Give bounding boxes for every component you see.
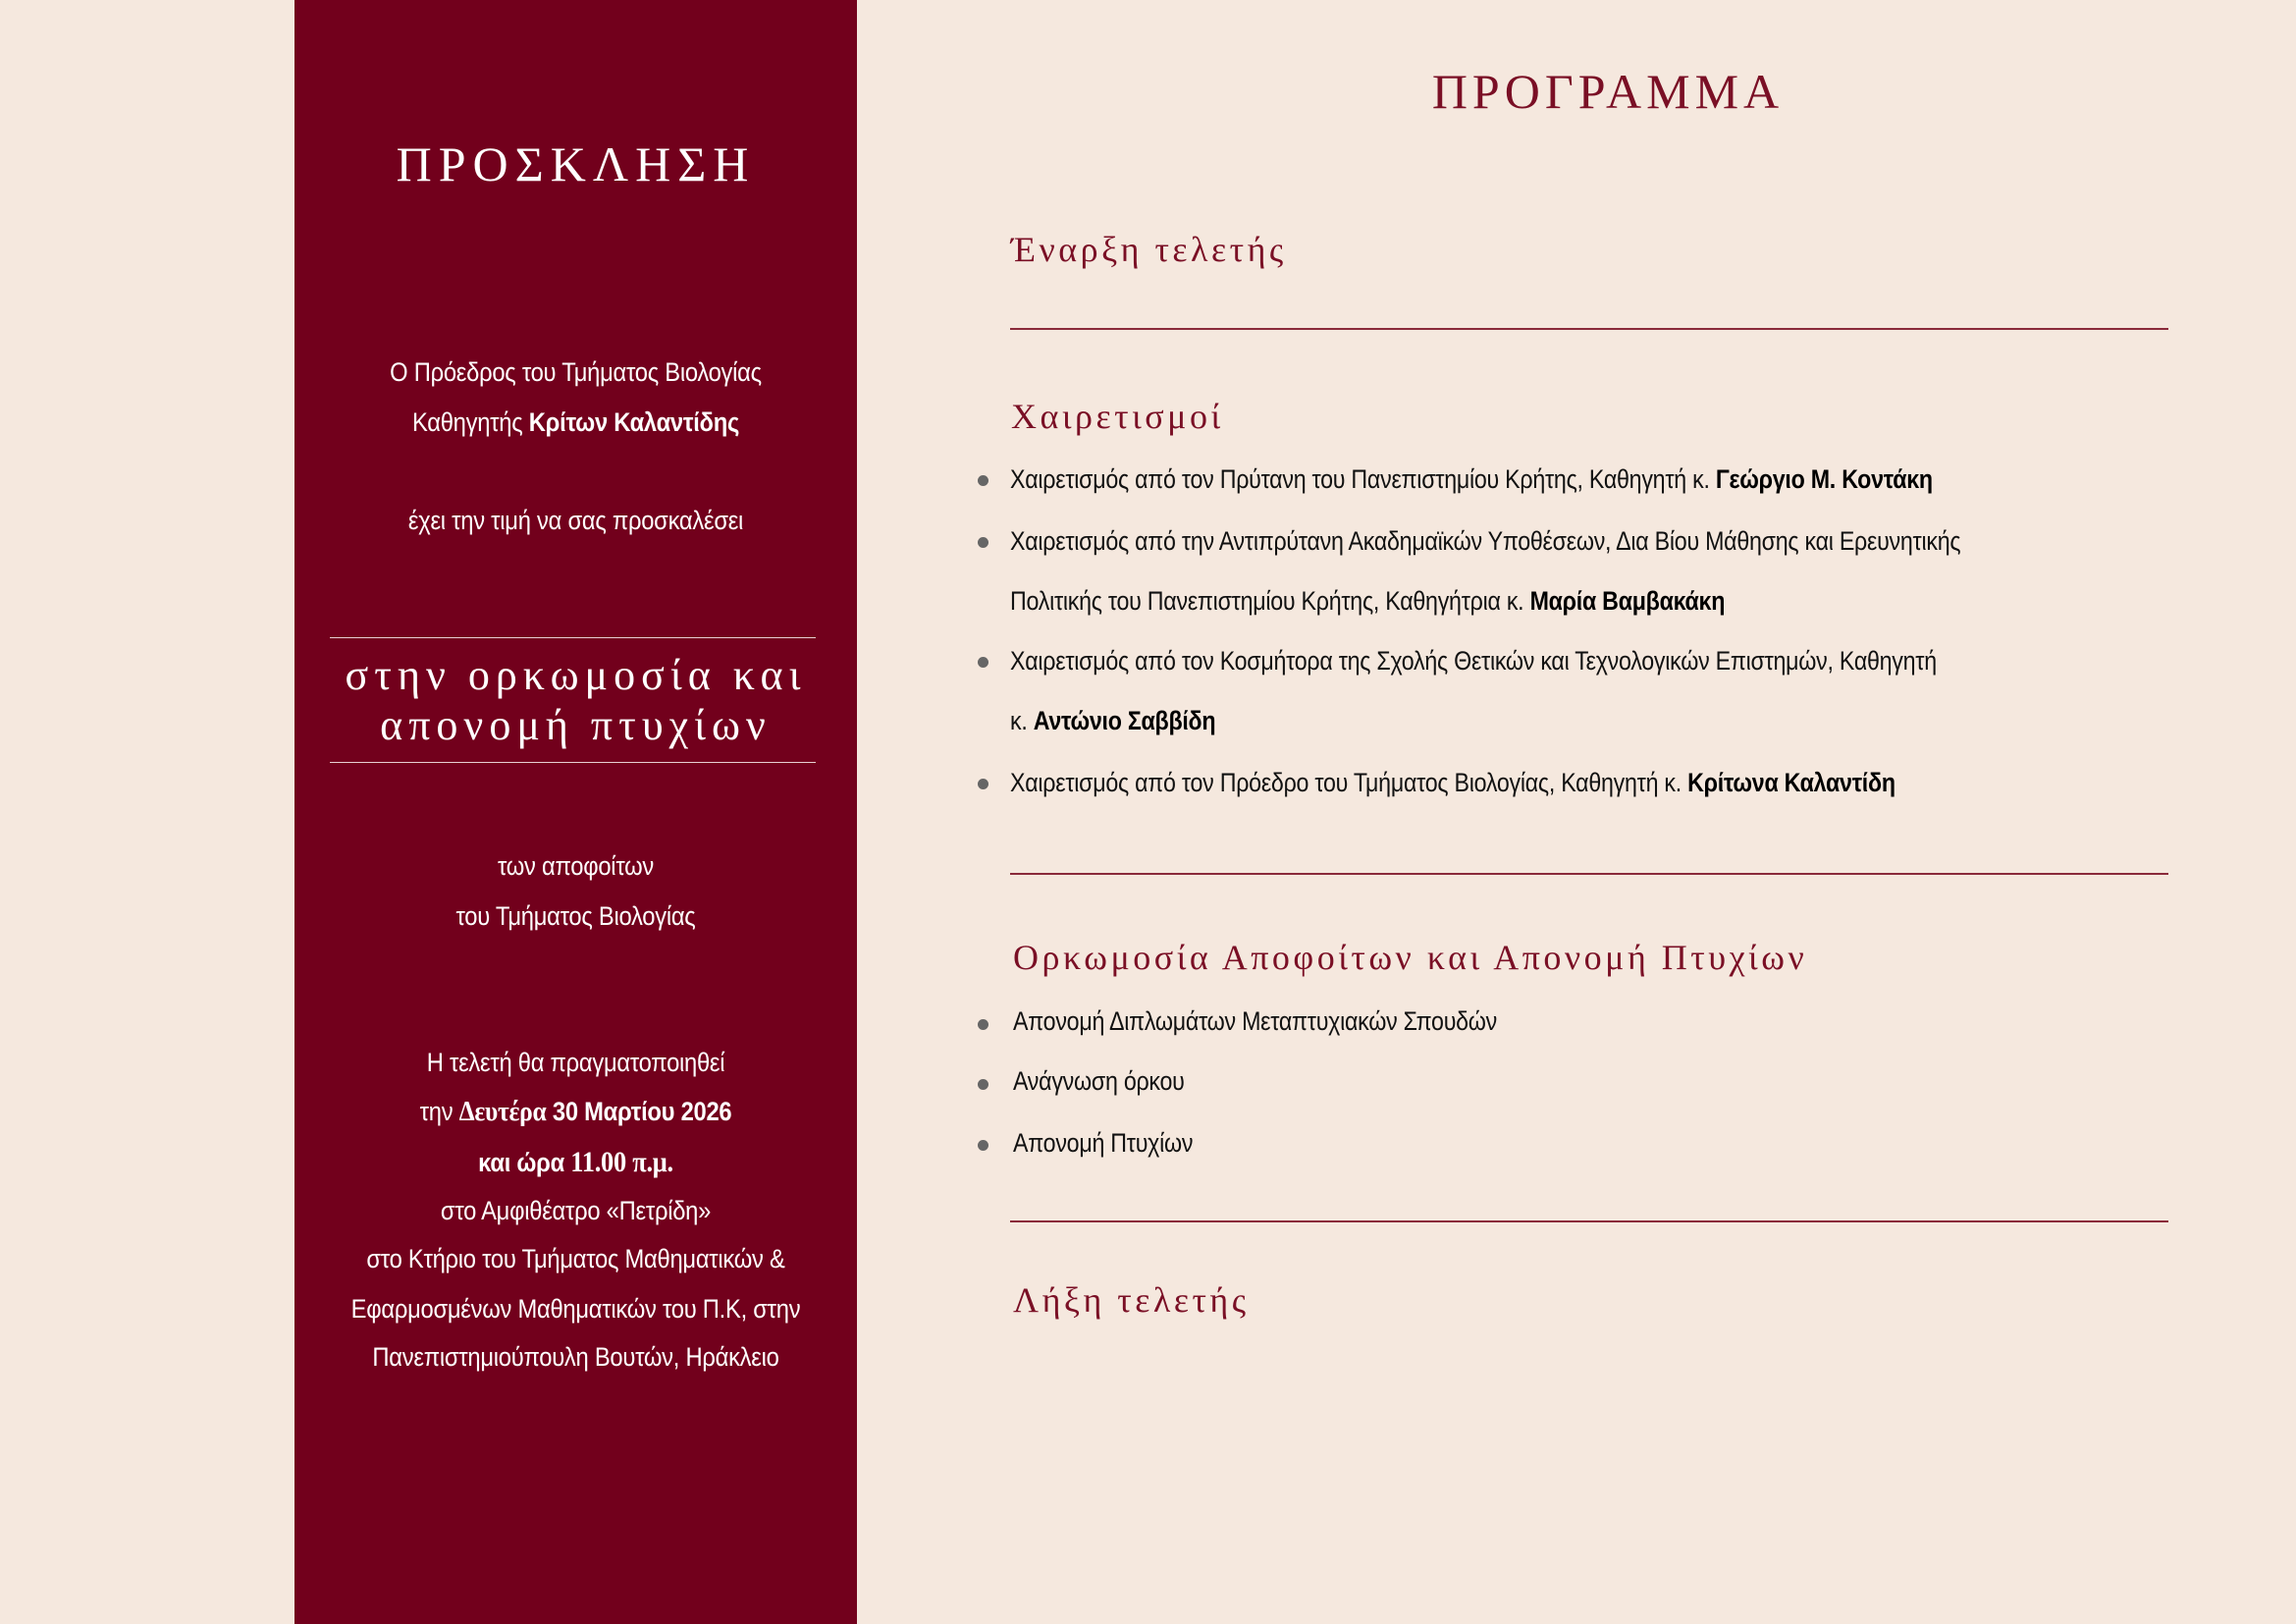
text: κ.: [1010, 706, 1034, 735]
invitation-line: έχει την τιμή να σας προσκαλέσει: [407, 506, 744, 535]
list-item: Ανάγνωση όρκου: [1013, 1066, 1185, 1096]
bullet-icon: [978, 1140, 988, 1151]
name: Κρίτωνα Καλαντίδη: [1687, 768, 1896, 797]
name: Μαρία Βαμβακάκη: [1529, 586, 1726, 616]
section-heading: Χαιρετισμοί: [1011, 397, 1224, 436]
list-item: Χαιρετισμός από την Αντιπρύτανη Ακαδημαϊκών Υποθέσεων, Δια Βίου Μάθησης και Ερευνητικής: [1010, 526, 1961, 556]
text: και ώρα: [478, 1148, 571, 1177]
divider: [1010, 1220, 2168, 1222]
president-name: Κρίτων Καλαντίδης: [528, 407, 740, 437]
event-title-line: απονομή πτυχίων: [380, 701, 772, 749]
venue-line: στο Κτήριο του Τμήματος Μαθηματικών &: [366, 1244, 785, 1273]
program-title: ΠΡΟΓΡΑΜΜΑ: [1431, 64, 1785, 119]
divider: [1010, 873, 2168, 875]
text: Χαιρετισμός από τον Πρόεδρο του Τμήματος Βιολογίας, Καθηγητή κ.: [1010, 768, 1688, 797]
venue-line: στο Αμφιθέατρο «Πετρίδη»: [440, 1196, 712, 1225]
bullet-icon: [978, 475, 988, 486]
list-item: Χαιρετισμός από τον Κοσμήτορα της Σχολής Θετικών και Τεχνολογικών Επιστημών, Καθηγητή: [1010, 646, 1937, 676]
section-heading: Λήξη τελετής: [1013, 1280, 1250, 1320]
name: Αντώνιο Σαββίδη: [1033, 706, 1216, 735]
invitation-line: Ο Πρόεδρος του Τμήματος Βιολογίας: [390, 357, 762, 387]
text: Χαιρετισμός από τον Πρύτανη του Πανεπιστημίου Κρήτης, Καθηγητή κ.: [1010, 464, 1716, 494]
name: Γεώργιο Μ. Κοντάκη: [1715, 464, 1933, 494]
event-title-line: στην ορκωμοσία και: [345, 651, 807, 699]
date-line: [328, 1096, 823, 1128]
list-item: Απονομή Διπλωμάτων Μεταπτυχιακών Σπουδών: [1013, 1006, 1498, 1036]
graduates-line: του Τμήματος Βιολογίας: [455, 901, 696, 931]
bullet-icon: [978, 1079, 988, 1090]
divider: [330, 762, 816, 763]
section-heading: Ορκωμοσία Αποφοίτων και Απονομή Πτυχίων: [1013, 938, 1808, 977]
text: Καθηγητής: [411, 407, 529, 437]
bullet-icon: [978, 1019, 988, 1030]
details-line: Η τελετή θα πραγματοποιηθεί: [426, 1048, 725, 1077]
invitation-line: [328, 407, 823, 438]
section-heading: Έναρξη τελετής: [1011, 230, 1287, 269]
divider: [330, 637, 816, 638]
text: Πολιτικής του Πανεπιστημίου Κρήτης, Καθηγήτρια κ.: [1010, 586, 1530, 616]
text: την: [419, 1097, 459, 1126]
venue-line: Εφαρμοσμένων Μαθηματικών του Π.Κ, στην: [350, 1294, 801, 1324]
list-item: [1010, 768, 1896, 798]
time: 11.00 π.μ.: [570, 1146, 673, 1178]
list-item: [1010, 464, 1933, 495]
list-item: Απονομή Πτυχίων: [1013, 1128, 1194, 1158]
date: 30 Μαρτίου 2026: [546, 1097, 732, 1126]
invitation-panel: [294, 0, 857, 1624]
date-day: Δευτέρα: [458, 1096, 547, 1127]
list-item-continuation: [1010, 706, 1215, 736]
divider: [1010, 328, 2168, 330]
bullet-icon: [978, 537, 988, 548]
bullet-icon: [978, 779, 988, 789]
time-line: [328, 1146, 823, 1179]
list-item-continuation: [1010, 586, 1725, 617]
bullet-icon: [978, 657, 988, 668]
graduates-line: των αποφοίτων: [497, 851, 655, 881]
venue-line: Πανεπιστημιούπουλη Βουτών, Ηράκλειο: [372, 1342, 779, 1372]
invitation-title: ΠΡΟΣΚΛΗΣΗ: [396, 136, 756, 191]
